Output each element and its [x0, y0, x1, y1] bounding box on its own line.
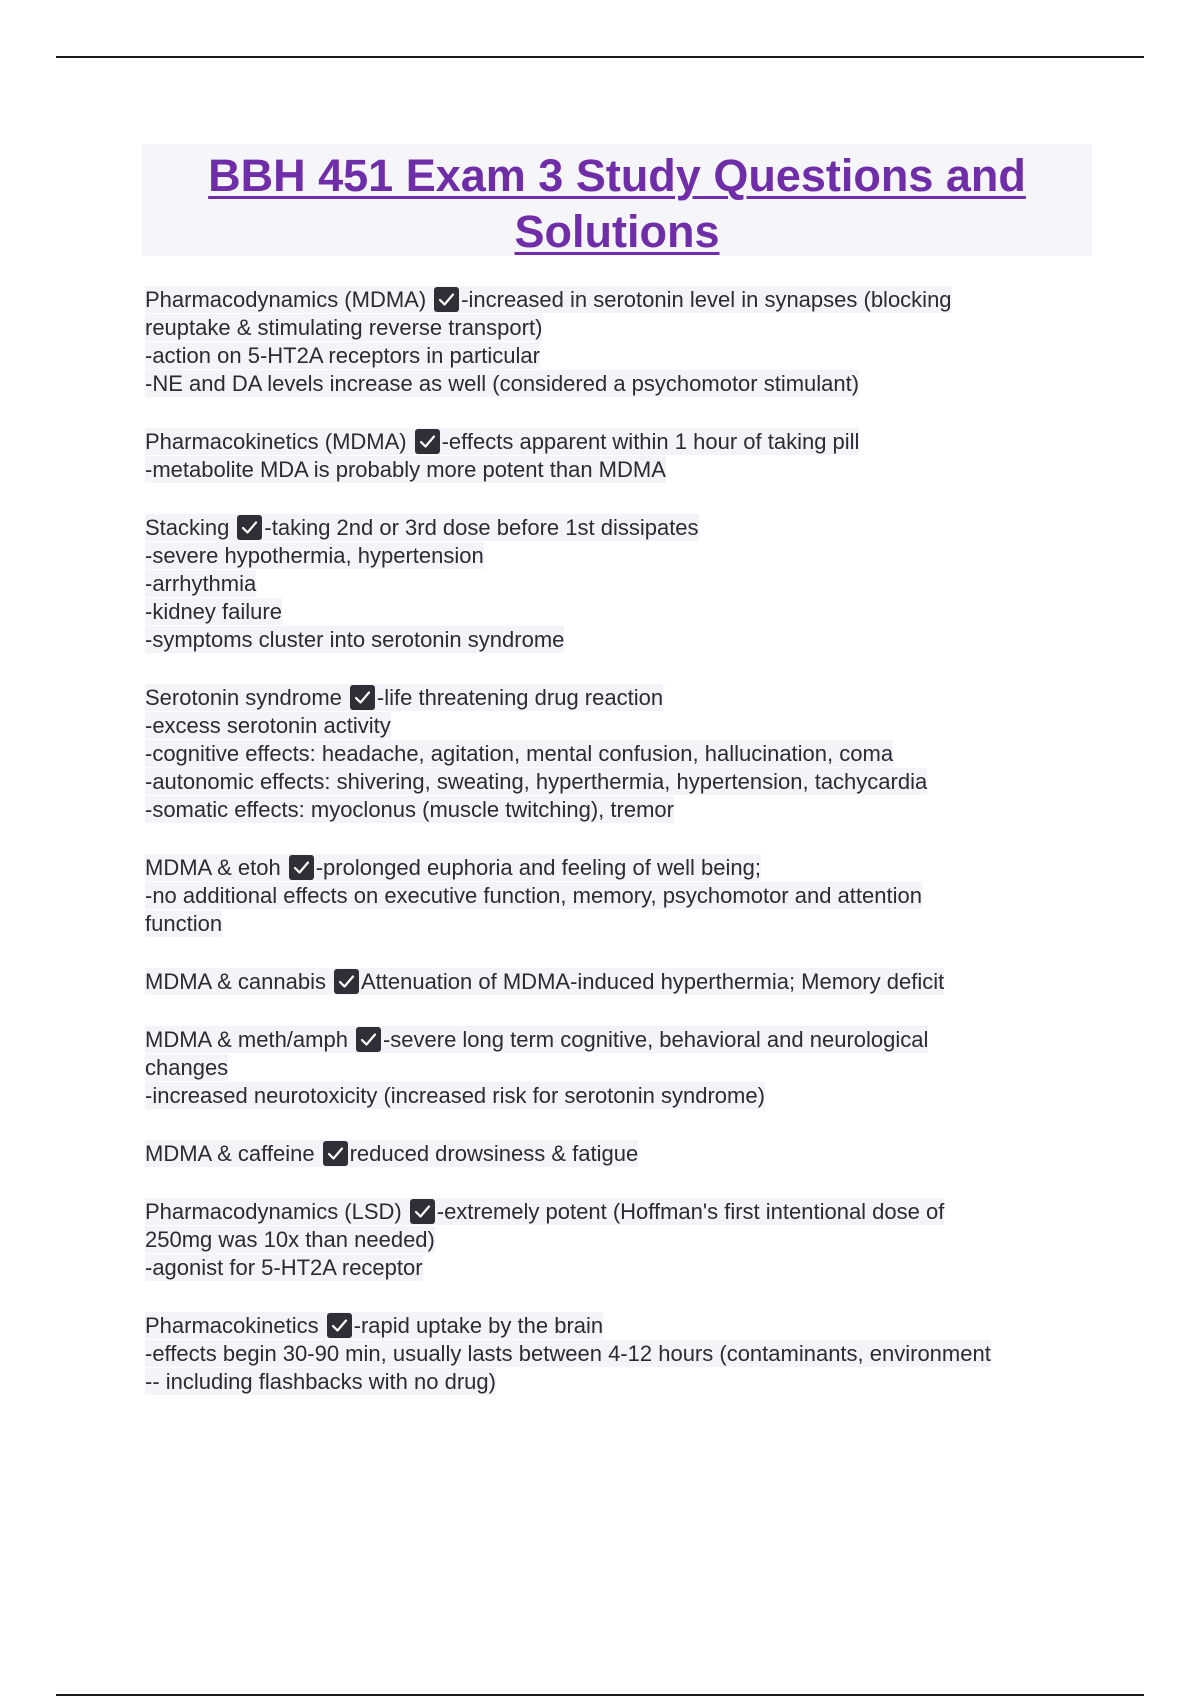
answer-line-text: -agonist for 5-HT2A receptor [145, 1255, 423, 1280]
answer-line [145, 314, 1090, 342]
answer-line [145, 1082, 1090, 1110]
question-term: Pharmacokinetics (MDMA) [145, 429, 407, 454]
answer-text: -severe long term cognitive, behavioral and neurological [382, 1027, 929, 1052]
answer-line-text: -excess serotonin activity [145, 713, 391, 738]
answer-line-text: -autonomic effects: shivering, sweating, hyperthermia, hypertension, tachycardia [145, 769, 928, 794]
qa-first-line [145, 854, 1090, 882]
answer-line-text: reuptake & stimulating reverse transport) [145, 315, 543, 340]
qa-item [145, 968, 1090, 996]
check-mark-box-icon [350, 685, 375, 710]
answer-line [145, 796, 1090, 824]
check-mark-box-icon [323, 1141, 348, 1166]
answer-line-text: -action on 5-HT2A receptors in particular [145, 343, 540, 368]
answer-line-text: -arrhythmia [145, 571, 257, 596]
question-term: MDMA & caffeine [145, 1141, 315, 1166]
check-mark-box-icon [327, 1313, 352, 1338]
qa-first-line [145, 1198, 1090, 1226]
answer-text: -extremely potent (Hoffman's first intentional dose of [436, 1199, 945, 1224]
qa-highlight [145, 968, 944, 995]
answer-line [145, 1254, 1090, 1282]
title-line-2: Solutions [514, 206, 720, 257]
qa-first-line [145, 286, 1090, 314]
answer-line-text: -severe hypothermia, hypertension [145, 543, 484, 568]
answer-line-text: -increased neurotoxicity (increased risk for serotonin syndrome) [145, 1083, 765, 1108]
question-term: Pharmacokinetics [145, 1313, 319, 1338]
answer-text: -prolonged euphoria and feeling of well being; [315, 855, 761, 880]
answer-line [145, 1340, 1090, 1368]
qa-item [145, 1312, 1090, 1396]
check-mark-box-icon [410, 1199, 435, 1224]
qa-item [145, 1140, 1090, 1168]
answer-text: Attenuation of MDMA-induced hyperthermia; Memory deficit [360, 969, 945, 994]
question-term: MDMA & meth/amph [145, 1027, 348, 1052]
qa-highlight [145, 1312, 603, 1339]
answer-text: -rapid uptake by the brain [353, 1313, 604, 1338]
answer-line [145, 542, 1090, 570]
answer-text: -life threatening drug reaction [376, 685, 664, 710]
qa-highlight [145, 286, 952, 313]
answer-line-text: -cognitive effects: headache, agitation, mental confusion, hallucination, coma [145, 741, 894, 766]
title-box [142, 144, 1092, 256]
answer-text: -increased in serotonin level in synapses (blocking [461, 287, 952, 312]
answer-line [145, 598, 1090, 626]
answer-line [145, 456, 1090, 484]
title-line-1: BBH 451 Exam 3 Study Questions and [208, 150, 1026, 201]
qa-item [145, 428, 1090, 484]
answer-line-text: -somatic effects: myoclonus (muscle twitching), tremor [145, 797, 674, 822]
answer-line-text: -symptoms cluster into serotonin syndrome [145, 627, 565, 652]
answer-line-text: -no additional effects on executive function, memory, psychomotor and attention [145, 883, 922, 908]
answer-text: -effects apparent within 1 hour of taking pill [441, 429, 860, 454]
check-mark-box-icon [289, 855, 314, 880]
answer-text: reduced drowsiness & fatigue [349, 1141, 639, 1166]
answer-line [145, 342, 1090, 370]
answer-line [145, 712, 1090, 740]
answer-line [145, 882, 1090, 910]
answer-line [145, 570, 1090, 598]
qa-item [145, 286, 1090, 398]
study-questions-list [145, 286, 1090, 1396]
qa-item [145, 1026, 1090, 1110]
check-mark-box-icon [356, 1027, 381, 1052]
qa-highlight [145, 1140, 638, 1167]
answer-line-text: 250mg was 10x than needed) [145, 1227, 435, 1252]
qa-highlight [145, 854, 761, 881]
qa-highlight [145, 1026, 928, 1053]
answer-line-text: -kidney failure [145, 599, 282, 624]
qa-highlight [145, 684, 663, 711]
answer-line [145, 768, 1090, 796]
qa-first-line [145, 684, 1090, 712]
check-mark-box-icon [434, 287, 459, 312]
qa-item [145, 1198, 1090, 1282]
bottom-rule [56, 1694, 1144, 1696]
qa-first-line [145, 428, 1090, 456]
answer-line-text: -NE and DA levels increase as well (considered a psychomotor stimulant) [145, 371, 860, 396]
top-rule [56, 56, 1144, 58]
answer-line [145, 1226, 1090, 1254]
question-term: Stacking [145, 515, 230, 540]
qa-first-line [145, 1026, 1090, 1054]
question-term: Pharmacodynamics (LSD) [145, 1199, 402, 1224]
question-term: Serotonin syndrome [145, 685, 342, 710]
answer-text: -taking 2nd or 3rd dose before 1st dissipates [264, 515, 699, 540]
qa-item [145, 514, 1090, 654]
qa-first-line [145, 514, 1090, 542]
answer-line [145, 626, 1090, 654]
answer-line [145, 1054, 1090, 1082]
answer-line [145, 1368, 1090, 1396]
answer-line-text: -metabolite MDA is probably more potent than MDMA [145, 457, 666, 482]
answer-line-text: changes [145, 1055, 229, 1080]
qa-first-line [145, 1312, 1090, 1340]
answer-line [145, 910, 1090, 938]
qa-highlight [145, 428, 859, 455]
answer-line [145, 740, 1090, 768]
qa-first-line [145, 1140, 1090, 1168]
qa-highlight [145, 514, 699, 541]
qa-item [145, 854, 1090, 938]
qa-first-line [145, 968, 1090, 996]
page-title [208, 148, 1026, 260]
check-mark-box-icon [237, 515, 262, 540]
answer-line-text: -effects begin 30-90 min, usually lasts between 4-12 hours (contaminants, environment [145, 1341, 991, 1366]
answer-line-text: function [145, 911, 223, 936]
qa-highlight [145, 1198, 944, 1225]
answer-line [145, 370, 1090, 398]
question-term: Pharmacodynamics (MDMA) [145, 287, 427, 312]
check-mark-box-icon [415, 429, 440, 454]
qa-item [145, 684, 1090, 824]
question-term: MDMA & etoh [145, 855, 281, 880]
check-mark-box-icon [334, 969, 359, 994]
question-term: MDMA & cannabis [145, 969, 326, 994]
answer-line-text: -- including flashbacks with no drug) [145, 1369, 496, 1394]
